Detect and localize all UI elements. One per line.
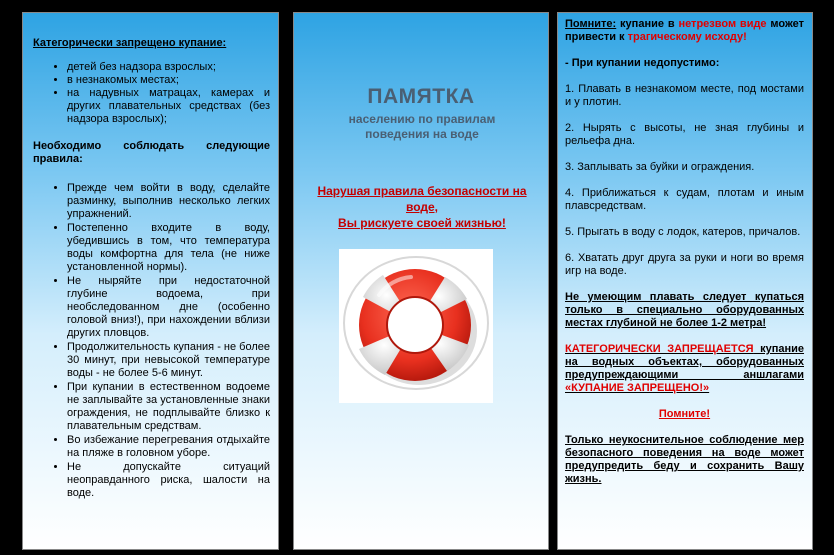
list-item: • детей без надзора взрослых; <box>67 61 270 74</box>
left-panel <box>22 12 279 550</box>
forbidden-item: 5. Прыгать в воду с лодок, катеров, причалов. <box>565 226 801 238</box>
center-panel <box>293 12 549 550</box>
warning-text <box>302 183 542 231</box>
cannot-swim-note: Не умеющим плавать следует купаться только в специально оборудованных местах глубиной не более 1-2 метра! <box>565 291 804 329</box>
remember-label: Помните: <box>565 18 617 30</box>
rules-heading: Необходимо соблюдать следующие правила: <box>33 140 270 165</box>
categorically-red: КАТЕГОРИЧЕСКИ ЗАПРЕЩАЕТСЯ <box>565 343 754 355</box>
rules-list <box>33 182 270 500</box>
list-item: • Не допускайте ситуаций неоправданного риска, шалости на воде. <box>67 461 270 500</box>
remember-note: Помните! <box>658 408 711 420</box>
categorically-paragraph <box>565 343 804 395</box>
lifebuoy-icon <box>339 249 493 403</box>
forbidden-item: 1. Плавать в незнакомом месте, под мостами и у плотин. <box>565 83 804 108</box>
categorically-text: купание на водных объектах, оборудованных предупреждающими аншлагами <box>565 343 805 381</box>
prohibited-list <box>33 61 270 126</box>
list-item: • Прежде чем войти в воду, сделайте разминку, выполнив несколько легких упражнений. <box>67 182 270 221</box>
prohibited-heading: Категорически запрещено купание: <box>33 37 227 49</box>
forbidden-item: 3. Заплывать за буйки и ограждения. <box>565 161 755 173</box>
list-item: • на надувных матрацах, камерах и других плавательных средствах (без надзора взрослых); <box>67 87 270 126</box>
remember-text: может привести к <box>565 18 804 43</box>
list-item: • в незнакомых местах; <box>67 74 270 87</box>
list-item: • Во избежание перегревания отдыхайте на пляже в головном уборе. <box>67 434 270 460</box>
forbidden-heading: - При купании недопустимо: <box>565 57 720 69</box>
list-item: • Не ныряйте при недостаточной глубине водоема, при необследованном дне (особенно головой вниз!), при нахождении вблизи других пловцов. <box>67 275 270 340</box>
warning-line-1: Нарушая правила безопасности на воде, <box>317 184 527 214</box>
right-panel <box>557 12 813 550</box>
forbidden-item: 2. Нырять с высоты, не зная глубины и рельефа дна. <box>565 122 804 147</box>
page-subtitle: населению по правилам поведения на воде <box>348 112 496 141</box>
list-item: • Продолжительность купания - не более 30 минут, при невысокой температуре воды - не более 5-6 минут. <box>67 341 270 380</box>
remember-text: купание в <box>616 18 679 30</box>
forbidden-item: 6. Хватать друг друга за руки и ноги во время игр на воде. <box>565 252 804 277</box>
list-item: • При купании в естественном водоеме не заплывайте за установленные знаки ограждения, не подплывайте близко к плавательным средствам. <box>67 381 270 433</box>
forbidden-item: 4. Приближаться к судам, плотам и иным плавсредствам. <box>565 187 804 212</box>
warning-line-2: Вы рискуете своей жизнью! <box>338 216 506 230</box>
remember-paragraph <box>565 18 804 44</box>
final-note: Только неукоснительное соблюдение мер безопасного поведения на воде может предупредить беду и сохранить Вашу жизнь. <box>565 434 804 485</box>
remember-red-text: трагическому исходу! <box>627 31 747 43</box>
categorically-sign: «КУПАНИЕ ЗАПРЕЩЕНО!» <box>565 382 710 394</box>
remember-red-text: нетрезвом виде <box>678 18 767 30</box>
list-item: • Постепенно входите в воду, убедившись в том, что температура воды комфортна для тела (не ниже установленной нормы). <box>67 222 270 274</box>
page-title: ПАМЯТКА <box>367 85 475 108</box>
